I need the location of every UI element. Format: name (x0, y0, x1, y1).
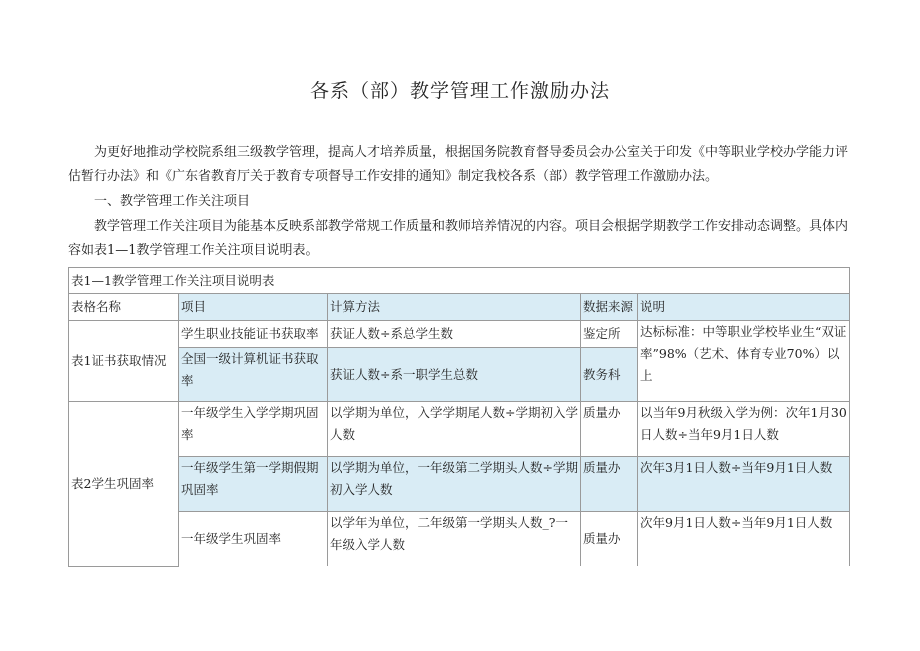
cell-note: 次年3月1日人数÷当年9月1日人数 (638, 457, 850, 512)
intro-paragraph: 为更好地推动学校院系组三级教学管理，提高人才培养质量，根据国务院教育督导委员会办公室关于印发《中等职业学校办学能力评估暂行办法》和《广东省教育厅关于教育专项督导工作安排的通知》制定我校各系（部）教学管理工作激励办法。 (68, 145, 849, 184)
group-name-retention: 表2学生巩固率 (69, 402, 179, 567)
cell-source: 质量办 (581, 402, 638, 457)
section-paragraph: 教学管理工作关注项目为能基本反映系部教学常规工作质量和教师培养情况的内容。项目会根据学期教学工作安排动态调整。具体内容如表1—1教学管理工作关注项目说明表。 (68, 219, 849, 258)
header-method: 计算方法 (328, 294, 581, 321)
table-row (69, 512, 850, 567)
cell-item: 一年级学生第一学期假期巩固率 (179, 457, 328, 512)
items-table (68, 267, 850, 567)
group-name-certificates: 表1证书获取情况 (69, 321, 179, 402)
header-note: 说明 (638, 294, 850, 321)
cell-note: 达标标准：中等职业学校毕业生“双证率”98%（艺术、体育专业70%）以上 (638, 321, 850, 402)
cell-method: 以学期为单位，一年级第二学期头人数÷学期初入学人数 (328, 457, 581, 512)
cell-source: 鉴定所 (581, 321, 638, 348)
cell-method: 获证人数÷系一职学生总数 (328, 348, 581, 402)
cell-method: 获证人数÷系总学生数 (328, 321, 581, 348)
cell-note: 以当年9月秋级入学为例：次年1月30日人数÷当年9月1日人数 (638, 402, 850, 457)
document-title: 各系（部）教学管理工作激励办法 (309, 80, 610, 102)
cell-method: 以学年为单位，二年级第一学期头人数_?一年级入学人数 (328, 512, 581, 567)
table-header-row (69, 294, 850, 321)
section-heading: 一、教学管理工作关注项目 (94, 194, 251, 209)
cell-item: 学生职业技能证书获取率 (179, 321, 328, 348)
table-row (69, 321, 850, 348)
table-caption: 表1—1教学管理工作关注项目说明表 (69, 268, 850, 294)
table-row (69, 402, 850, 457)
cell-source: 教务科 (581, 348, 638, 402)
header-source: 数据来源 (581, 294, 638, 321)
cell-note: 次年9月1日人数÷当年9月1日人数 (638, 512, 850, 567)
cell-item: 一年级学生入学学期巩固率 (179, 402, 328, 457)
cell-source: 质量办 (581, 512, 638, 567)
table-row (69, 457, 850, 512)
cell-source: 质量办 (581, 457, 638, 512)
cell-method: 以学期为单位，入学学期尾人数÷学期初入学人数 (328, 402, 581, 457)
table-caption-row (69, 268, 850, 294)
header-table-name: 表格名称 (69, 294, 179, 321)
cell-item: 全国一级计算机证书获取率 (179, 348, 328, 402)
cell-item: 一年级学生巩固率 (179, 512, 328, 567)
header-item: 项目 (179, 294, 328, 321)
